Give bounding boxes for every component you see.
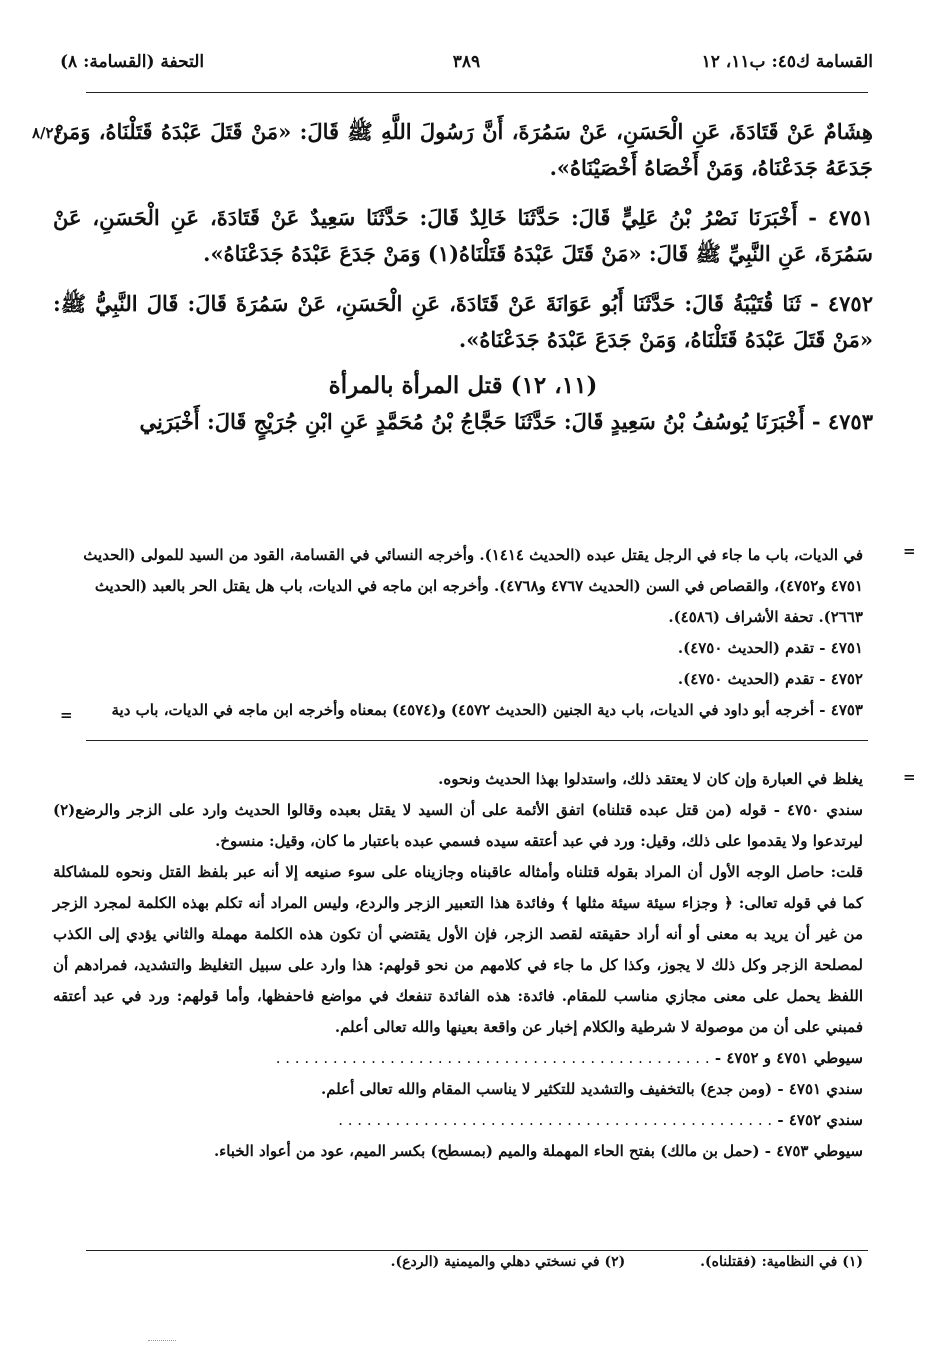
- commentary-label: سيوطي ٤٧٥١ و ٤٧٥٢ -: [714, 1049, 863, 1067]
- dotted-leader: . . . . . . . . . . . . . . . . . . . . . . . . . . . . . . . . . . . . . . . . . . . . . .: [338, 1111, 773, 1129]
- commentary-note: قلت: حاصل الوجه الأول أن المراد بقوله قتلناه وأمثاله عاقبناه وجازيناه على سوء صنيعه إلا أنه عبر بلفظ القتل ونحوه للمشاكلة كما في قوله تعالى: ﴿ وجزاء سيئة سيئة مثلها ﴾ وفائدة هذا التعبير الزجر والردع، وليس المراد أنه تكلم بهذه الكلمة لمجرد الزجر من غير أن يريد به معنى أو أنه أراد حقيقته لقصد الزجر، فإن الأول يقتضي أن تكون هذه الكلمة مهملة والثاني يؤدي إلى الكذب لمصلحة الزجر وكل ذلك لا يجوز، وكذا كل ما جاء في كلامهم من نحو قولهم: هذا وارد على سبيل التغليظ والتشديد، فمرادهم أن اللفظ يحمل على معنى مجازي مناسب للمقام. فائدة: هذه الفائدة تنفعك في مواضع فاحفظها، وأما قولهم: ورد في عبد أعتقه فمبني على أن من موصولة لا شرطية والكلام إخبار عن واقعة بعينها والله تعالى أعلم.: [53, 863, 863, 1036]
- section-title: (١١، ١٢) قتل المرأة بالمرأة: [328, 372, 598, 399]
- footnote-4752: ٤٧٥٢ - تقدم (الحديث ٤٧٥٠).: [677, 670, 863, 688]
- commentary-text: (حمل بن مالك) بفتح الحاء المهملة والميم (بمسطح) بكسر الميم، عود من أعواد الخباء.: [213, 1142, 760, 1160]
- hadith-continuation: هِشَامٌ عَنْ قَتَادَةَ، عَنِ الْحَسَنِ، عَنْ سَمُرَةَ، أَنَّ رَسُولَ اللَّهِ ﷺ قَالَ: «مَنْ قَتَلَ عَبْدَهُ قَتَلْنَاهُ، وَمَنْ جَدَعَهُ جَدَعْنَاهُ، وَمَنْ أَخْصَاهُ أَخْصَيْنَاهُ».: [53, 119, 873, 180]
- main-text: [53, 114, 873, 440]
- commentary-sindi-4751: [53, 1074, 863, 1105]
- footnote-4751: ٤٧٥١ - تقدم (الحديث ٤٧٥٠).: [677, 639, 863, 657]
- page-mark: [148, 1340, 176, 1341]
- manuscript-notes: [63, 1254, 863, 1270]
- commentary-label: سندي ٤٧٥٠ -: [773, 801, 863, 819]
- header-rule: [86, 92, 868, 93]
- footnote-1: في الديات، باب ما جاء في الرجل يقتل عبده (الحديث ١٤١٤). وأخرجه النسائي في القسامة، القود من السيد للمولى (الحديث ٤٧٥١ و٤٧٥٢)، والقصاص في السن (الحديث ٤٧٦٧ و٤٧٦٨). وأخرجه ابن ماجه في الديات، باب هل يقتل الحر بالعبد (الحديث ٢٦٦٣). تحفة الأشراف (٤٥٨٦).: [83, 546, 863, 626]
- commentary-text: قوله (من قتل عبده قتلناه) اتفق الأئمة على أن السيد لا يقتل بعبده وقالوا الحديث وارد على الزجر والرضع(٢) ليرتدعوا ولا يقدموا على ذلك، وقيل: ورد في عبد أعتقه سيده فسمي عبده باعتبار ما كان، وقيل: منسوخ.: [53, 801, 863, 850]
- note-2: (٢) في نسختي دهلي والميمنية (الردع).: [390, 1254, 626, 1270]
- commentary-text: (ومن جدع) بالتخفيف والتشديد للتكثير لا يناسب المقام والله تعالى أعلم.: [320, 1080, 773, 1098]
- continuation-mark-commentary: =: [903, 768, 916, 786]
- commentary-label: سندي ٤٧٥١ -: [777, 1080, 863, 1098]
- commentary-continuation: يغلظ في العبارة وإن كان لا يعتقد ذلك، واستدلوا بهذا الحديث ونحوه.: [438, 770, 863, 788]
- commentary-label: سيوطي ٤٧٥٣ -: [764, 1142, 863, 1160]
- continuation-mark-end: =: [60, 706, 73, 724]
- commentary-sindi-4752: [53, 1105, 863, 1136]
- hadith-4751: ٤٧٥١ - أَخْبَرَنَا نَصْرُ بْنُ عَلِيٍّ قَالَ: حَدَّثَنَا خَالِدٌ قَالَ: حَدَّثَنَا سَعِيدٌ عَنْ قَتَادَةَ، عَنِ الْحَسَنِ، عَنْ سَمُرَةَ، عَنِ النَّبِيِّ ﷺ قَالَ: «مَنْ قَتَلَ عَبْدَهُ قَتَلْنَاهُ(١) وَمَنْ جَدَعَ عَبْدَهُ جَدَعْنَاهُ».: [53, 205, 873, 266]
- margin-reference: ٨/٢١: [32, 124, 62, 142]
- commentary: [53, 764, 863, 1167]
- hadith-4753: ٤٧٥٣ - أَخْبَرَنَا يُوسُفُ بْنُ سَعِيدٍ قَالَ: حَدَّثَنَا حَجَّاجُ بْنُ مُحَمَّدٍ عَنِ ابْنِ جُرَيْجٍ قَالَ: أَخْبَرَنِي: [139, 409, 873, 434]
- hadith-4752: ٤٧٥٢ - ثَنَا قُتَيْبَةُ قَالَ: حَدَّثَنَا أَبُو عَوَانَةَ عَنْ قَتَادَةَ، عَنِ الْحَسَنِ، عَنْ سَمُرَةَ قَالَ: قَالَ النَّبِيُّ ﷺ: «مَنْ قَتَلَ عَبْدَهُ قَتَلْنَاهُ، وَمَنْ جَدَعَ عَبْدَهُ جَدَعْنَاهُ».: [53, 291, 873, 352]
- page-number: ٣٨٩: [452, 52, 481, 72]
- header-tuhfa-ref: التحفة (القسامة: ٨): [60, 52, 205, 72]
- footnote-rule: [86, 740, 868, 741]
- commentary-suyuti-4751-4752: [53, 1043, 863, 1074]
- header-chapter-ref: القسامة ك٤٥: ب١١، ١٢: [701, 52, 873, 72]
- commentary-label: سندي ٤٧٥٢ -: [777, 1111, 863, 1129]
- continuation-mark: =: [903, 542, 916, 560]
- note-1: (١) في النظامية: (فقتلناه).: [700, 1254, 863, 1270]
- dotted-leader: . . . . . . . . . . . . . . . . . . . . . . . . . . . . . . . . . . . . . . . . . . . . . .: [275, 1049, 710, 1067]
- notes-rule: [86, 1250, 868, 1251]
- commentary-sindi-4750: [53, 795, 863, 857]
- commentary-suyuti-4753: [53, 1136, 863, 1167]
- footnote-4753: ٤٧٥٣ - أخرجه أبو داود في الديات، باب دية الجنين (الحديث ٤٥٧٢) و(٤٥٧٤) بمعناه وأخرجه ابن ماجه في الديات، باب دية: [111, 701, 863, 719]
- takhrij-footnotes: [53, 540, 863, 726]
